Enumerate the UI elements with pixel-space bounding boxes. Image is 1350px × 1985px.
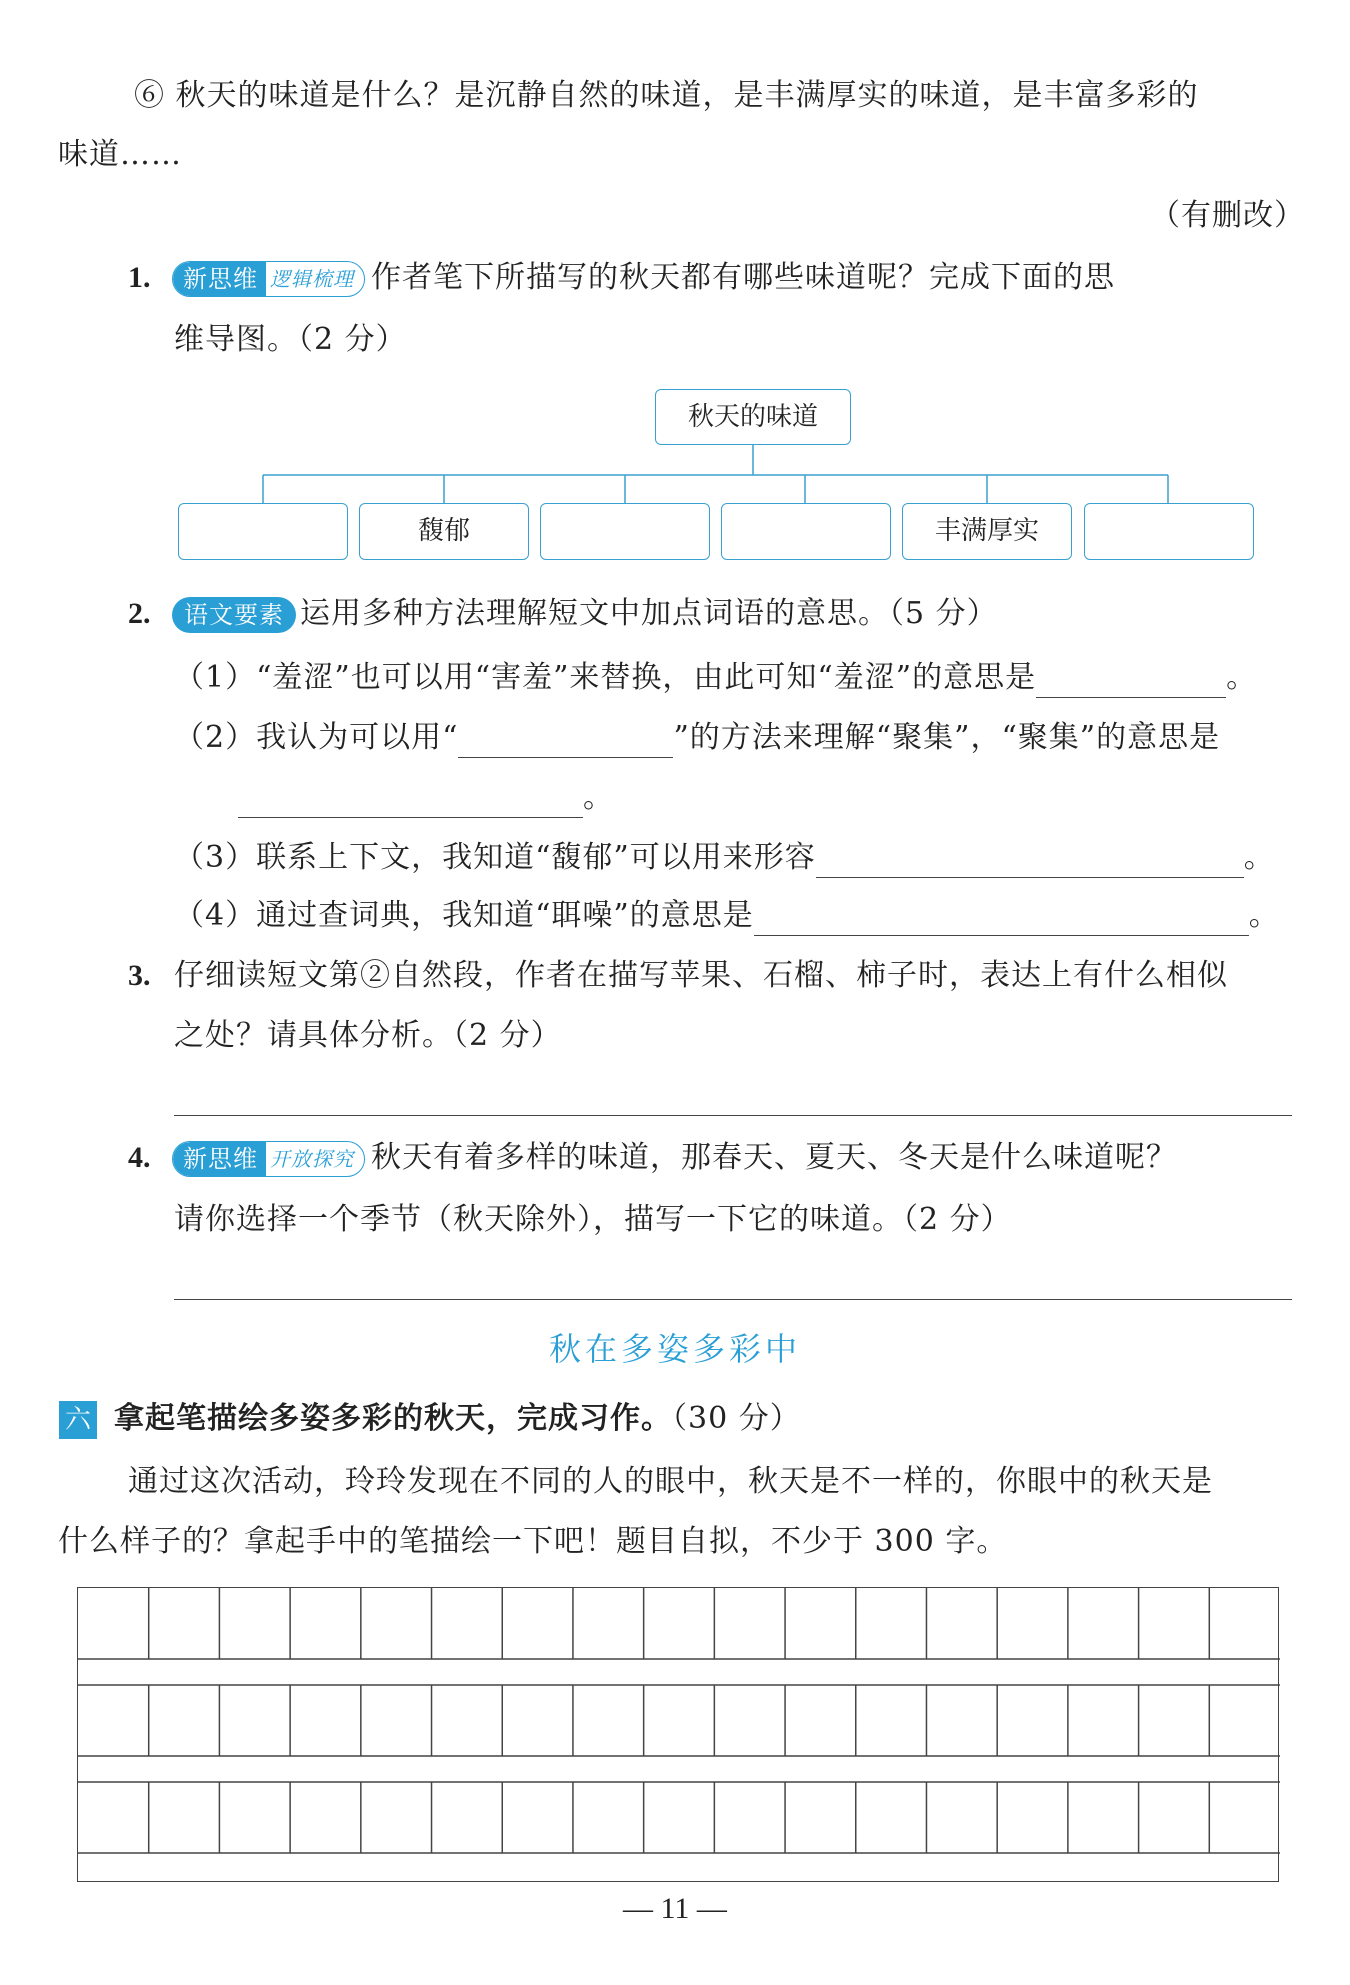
- q2-sub4-period: 。: [1248, 898, 1280, 933]
- q4-badge-sub: 开放探究: [270, 1147, 354, 1171]
- section-title: 秋在多姿多彩中: [548, 1330, 801, 1368]
- mindmap-box-1[interactable]: [178, 503, 348, 560]
- q2-sub1-blank[interactable]: [1036, 664, 1226, 698]
- q2-sub1-text: （1）“羞涩”也可以用“害羞”来替换，由此可知“羞涩”的意思是: [174, 660, 1037, 695]
- q1-badge-main: 新思维: [173, 262, 266, 296]
- mindmap-root: 秋天的味道: [655, 389, 851, 445]
- part-six-line1: 通过这次活动，玲玲发现在不同的人的眼中，秋天是不一样的，你眼中的秋天是: [128, 1464, 1213, 1499]
- q2-sub4-blank[interactable]: [754, 902, 1249, 936]
- q2-sub2-text-a: （2）我认为可以用“: [174, 720, 459, 755]
- q1-number: 1.: [128, 261, 151, 294]
- paragraph-6-line2: 味道……: [58, 137, 182, 172]
- q4-line2: 请你选择一个季节（秋天除外），描写一下它的味道。（2 分）: [174, 1202, 1012, 1237]
- q2-sub2-text-b: ”的方法来理解“聚集”，“聚集”的意思是: [673, 720, 1221, 755]
- mindmap-box-4[interactable]: [721, 503, 891, 560]
- writing-grid-cells: [78, 1588, 1280, 1883]
- q2-sub1: [174, 658, 1257, 698]
- q4-badge: [172, 1141, 365, 1177]
- q2-sub4-text: （4）通过查词典，我知道“聑噪”的意思是: [174, 898, 754, 933]
- q3-line1: 仔细读短文第②自然段，作者在描写苹果、石榴、柿子时，表达上有什么相似: [174, 958, 1228, 993]
- q2-sub1-period: 。: [1226, 660, 1258, 695]
- part-six-icon: 六: [59, 1401, 97, 1439]
- q2-sub3: [174, 838, 1275, 878]
- writing-grid[interactable]: [77, 1587, 1279, 1882]
- q2-sub2-meaning-blank[interactable]: [238, 784, 583, 818]
- part-six-line2: 什么样子的？拿起手中的笔描绘一下吧！题目自拟，不少于 300 字。: [58, 1524, 1008, 1559]
- q4-number: 4.: [128, 1141, 151, 1174]
- part-six-heading-text: 拿起笔描绘多姿多彩的秋天，完成习作。: [114, 1401, 672, 1436]
- mindmap-box-6[interactable]: [1084, 503, 1254, 560]
- q1-text1: 作者笔下所描写的秋天都有哪些味道呢？完成下面的思: [371, 260, 1115, 295]
- source-note: （有删改）: [1150, 198, 1305, 233]
- part-six-heading: [114, 1399, 801, 1439]
- q4-line1: [172, 1138, 1177, 1178]
- q2-line: [172, 594, 998, 634]
- part-six-score: （30 分）: [672, 1401, 801, 1436]
- mindmap-box-3[interactable]: [540, 503, 710, 560]
- page-number: — 11 —: [623, 1892, 727, 1925]
- paragraph-6-line1: ⑥ 秋天的味道是什么？是沉静自然的味道，是丰满厚实的味道，是丰富多彩的: [134, 78, 1199, 113]
- q1-badge-sub: 逻辑梳理: [270, 267, 354, 291]
- q2-sub2-method-blank[interactable]: [458, 724, 673, 758]
- q2-number: 2.: [128, 597, 151, 630]
- q2-sub2-period: 。: [583, 780, 614, 815]
- q2-text: 运用多种方法理解短文中加点词语的意思。（5 分）: [300, 596, 998, 631]
- q3-number: 3.: [128, 959, 151, 992]
- q2-sub3-text: （3）联系上下文，我知道“馥郁”可以用来形容: [174, 840, 816, 875]
- q2-sub2: [174, 718, 1220, 758]
- q4-answer-line[interactable]: [174, 1299, 1292, 1300]
- q4-text1: 秋天有着多样的味道，那春天、夏天、冬天是什么味道呢？: [371, 1140, 1177, 1175]
- q2-sub4: [174, 896, 1280, 936]
- q2-sub2-cont: [238, 778, 614, 818]
- q2-sub3-period: 。: [1243, 840, 1275, 875]
- q3-line2: 之处？请具体分析。（2 分）: [174, 1018, 562, 1053]
- q2-sub3-blank[interactable]: [816, 844, 1244, 878]
- q4-badge-main: 新思维: [173, 1142, 266, 1176]
- mindmap-box-2: 馥郁: [359, 503, 529, 560]
- q3-answer-line[interactable]: [174, 1115, 1292, 1116]
- mindmap-box-5: 丰满厚实: [902, 503, 1072, 560]
- q2-badge: 语文要素: [172, 597, 296, 633]
- q1-line2: 维导图。（2 分）: [174, 322, 407, 357]
